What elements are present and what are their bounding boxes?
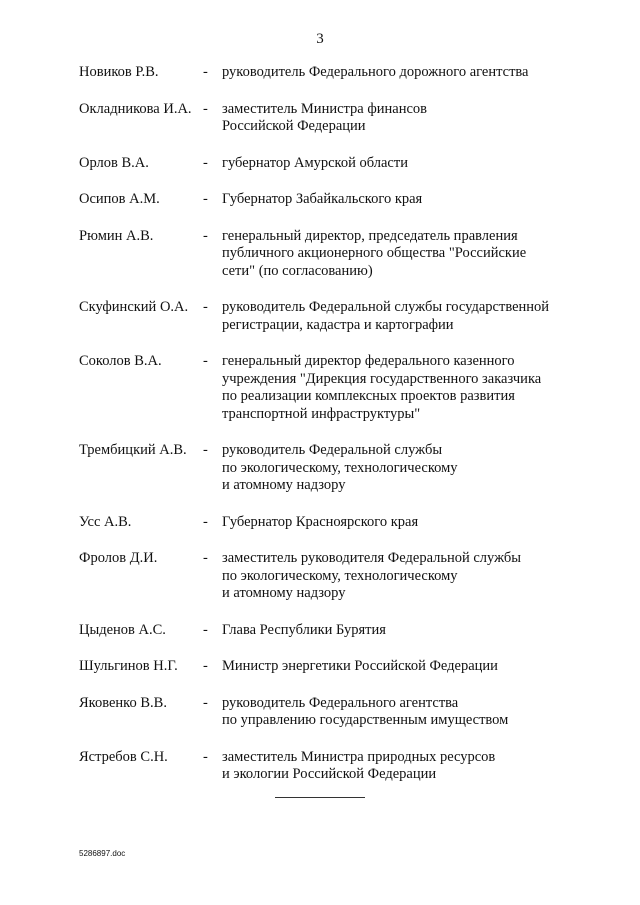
- entry-dash: -: [203, 442, 208, 458]
- member-name: Яковенко В.В.: [79, 694, 167, 711]
- member-role: [222, 550, 602, 603]
- role-line: заместитель руководителя Федеральной службы: [222, 550, 522, 566]
- role-line: и экологии Российской Федерации: [222, 766, 437, 782]
- member-name: Фролов Д.И.: [79, 550, 158, 566]
- role-line: руководитель Федеральной службы: [222, 442, 443, 458]
- role-line: Министр энергетики Российской Федерации: [222, 658, 498, 674]
- entry-dash: -: [203, 694, 208, 711]
- member-role: [222, 658, 602, 676]
- member-name: Скуфинский О.А.: [79, 299, 189, 315]
- role-line: и атомному надзору: [222, 585, 346, 601]
- role-line: руководитель Федерального агентства: [222, 694, 459, 711]
- member-role: [222, 442, 602, 495]
- role-line: транспортной инфраструктуры": [222, 405, 421, 422]
- member-name: Осипов А.М.: [79, 191, 160, 207]
- role-line: по экологическому, технологическому: [222, 459, 458, 476]
- role-line: по экологическому, технологическому: [222, 567, 458, 584]
- entry-dash: -: [203, 353, 208, 369]
- member-role: [222, 101, 602, 136]
- end-divider: [275, 797, 365, 798]
- entry-dash: -: [203, 513, 208, 530]
- entry-dash: -: [203, 154, 208, 171]
- entry-dash: -: [203, 64, 208, 80]
- member-name: Новиков Р.В.: [79, 64, 159, 80]
- role-line: Губернатор Красноярского края: [222, 513, 419, 530]
- member-name: Шульгинов Н.Г.: [79, 658, 178, 674]
- member-name: Рюмин А.В.: [79, 227, 154, 244]
- entry-dash: -: [203, 100, 208, 117]
- role-line: Губернатор Забайкальского края: [222, 191, 423, 207]
- entry-dash: -: [203, 658, 208, 674]
- member-role: [222, 228, 602, 281]
- file-reference: 5286897.doc: [79, 849, 126, 858]
- member-name: Ястребов С.Н.: [79, 748, 168, 765]
- role-line: руководитель Федеральной службы государственной: [222, 299, 550, 315]
- member-name: Цыденов А.С.: [79, 621, 166, 638]
- role-line: Российской Федерации: [222, 118, 366, 134]
- role-line: регистрации, кадастра и картографии: [222, 316, 454, 333]
- role-line: губернатор Амурской области: [222, 154, 408, 171]
- role-line: заместитель Министра финансов: [222, 100, 427, 117]
- member-name: Соколов В.А.: [79, 353, 162, 369]
- member-role: [222, 64, 602, 82]
- entry-dash: -: [203, 550, 208, 566]
- member-role: [222, 299, 602, 334]
- entry-dash: -: [203, 748, 208, 765]
- entry-dash: -: [203, 621, 208, 638]
- member-name: Орлов В.А.: [79, 154, 149, 171]
- role-line: сети" (по согласованию): [222, 262, 373, 279]
- page-number: 3: [316, 31, 324, 47]
- role-line: и атомному надзору: [222, 477, 346, 493]
- member-role: [222, 155, 602, 173]
- member-name: Усс А.В.: [79, 513, 132, 530]
- role-line: Глава Республики Бурятия: [222, 621, 386, 638]
- role-line: генеральный директор федерального казенного: [222, 353, 515, 369]
- role-line: по управлению государственным имуществом: [222, 712, 509, 728]
- role-line: руководитель Федерального дорожного агентства: [222, 64, 529, 80]
- entry-dash: -: [203, 191, 208, 207]
- role-line: заместитель Министра природных ресурсов: [222, 748, 496, 765]
- member-role: [222, 695, 602, 730]
- member-name: Трембицкий А.В.: [79, 442, 187, 458]
- role-line: по реализации комплексных проектов развития: [222, 388, 515, 404]
- member-role: [222, 749, 602, 784]
- member-role: [222, 191, 602, 209]
- entry-dash: -: [203, 299, 208, 315]
- member-role: [222, 353, 602, 423]
- role-line: генеральный директор, председатель правления: [222, 227, 518, 244]
- entry-dash: -: [203, 227, 208, 244]
- role-line: учреждения "Дирекция государственного заказчика: [222, 370, 542, 387]
- role-line: публичного акционерного общества "Российские: [222, 245, 527, 261]
- member-role: [222, 622, 602, 640]
- member-name: Окладникова И.А.: [79, 100, 192, 117]
- member-role: [222, 514, 602, 532]
